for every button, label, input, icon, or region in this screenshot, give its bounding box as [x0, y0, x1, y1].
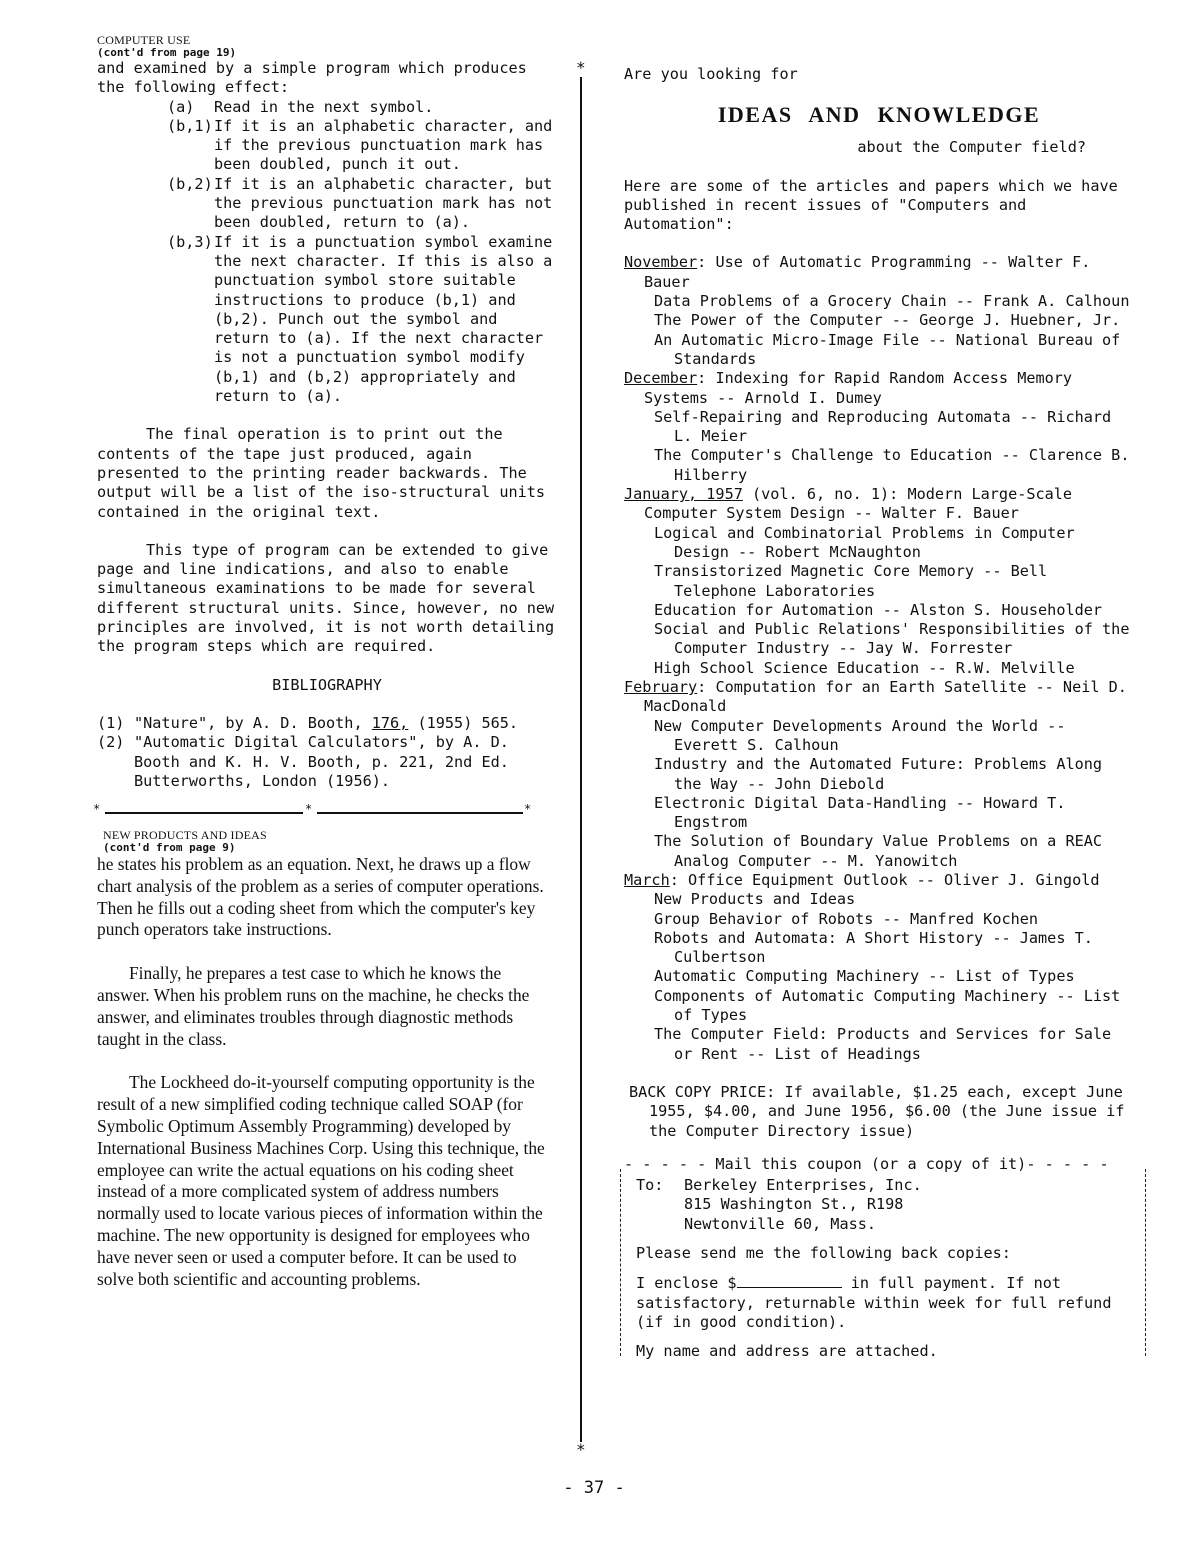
step-label: (b,3) — [167, 232, 213, 251]
coupon-name-line: My name and address are attached. — [636, 1342, 938, 1361]
step-text: If it is an alphabetic character, but the previous punctuation mark has not been doubled, return to (a). — [214, 174, 553, 232]
article-title: New Products and Ideas — [654, 890, 856, 909]
left-column — [93, 33, 557, 1290]
article-title: The Power of the Computer -- George J. Huebner, Jr. — [654, 311, 1121, 330]
enclose-label: I enclose $ — [636, 1274, 737, 1293]
article-title: Office Equipment Outlook -- Oliver J. Gingold — [688, 870, 1100, 889]
issue-suffix: (vol. 6, no. 1): — [742, 485, 899, 504]
page-number: - 37 - — [563, 1478, 625, 1498]
article-title: Modern Large-Scale Computer System Design -- Walter F. Bauer — [644, 485, 1073, 523]
issue-month: December — [624, 369, 698, 388]
steps-list — [167, 98, 557, 407]
bib-text: "Nature", by A. D. Booth, — [134, 713, 363, 732]
step-label: (b,1) — [167, 116, 213, 135]
address-line: 815 Washington St., R198 — [684, 1195, 904, 1214]
issue-month: February — [624, 678, 698, 697]
article-title: Automatic Computing Machinery -- List of Types — [654, 967, 1075, 986]
article-title: Logical and Combinatorial Problems in Computer Design -- Robert McNaughton — [654, 523, 1075, 561]
issue-month: November — [624, 253, 698, 272]
article-title: Industry and the Automated Future: Problems Along the Way -- John Diebold — [654, 755, 1103, 793]
bib-text: (1955) 565. — [417, 713, 519, 732]
article-title: Transistorized Magnetic Core Memory -- Bell Telephone Laboratories — [654, 562, 1048, 600]
section-divider — [93, 802, 557, 819]
coupon-header: - - - - - Mail this coupon (or a copy of it)- - - - - — [624, 1154, 1109, 1173]
paragraph: The final operation is to print out the contents of the tape just produced, again presented to the printing reader backwards. The output will be a list of the iso-structural units contained in the original text. — [97, 425, 546, 521]
coupon-border-left — [620, 1169, 621, 1356]
list-item — [167, 175, 557, 233]
paragraph: The Lockheed do-it-yourself computing opportunity is the result of a new simplified coding technique called SOAP (for Symbolic Optimum Assembly Programming) developed by International Business Machines Corp. Using this technique, the employee can write the actual equations on his coding sheet instead of a more complicated system of address numbers normally used to locate various pieces of information within the machine. The new opportunity is designed for employees who have never seen or used a computer before. It can be used to solve both scientific and accounting problems. — [97, 1072, 545, 1289]
issue-entry — [624, 871, 1134, 890]
divider-line — [105, 812, 303, 814]
paragraph: This type of program can be extended to give page and line indications, and also to enable simultaneous examinations to be made for several different structural units. Since, however, no new principles are involved, it is not worth detailing the program steps which are required. — [97, 540, 555, 656]
issue-suffix: : — [697, 369, 707, 388]
coupon-border-right — [1145, 1169, 1146, 1356]
back-copy-price: BACK COPY PRICE: If available, $1.25 each, except June 1955, $4.00, and June 1956, $6.00 (the June issue if the Computer Directory issue) — [629, 1082, 1125, 1140]
issue-entry — [624, 369, 1134, 408]
issue-suffix: : — [697, 253, 707, 272]
article-title: The Computer Field: Products and Services for Sale or Rent -- List of Headings — [654, 1025, 1112, 1063]
continued-note: (cont'd from page 19) — [97, 46, 237, 59]
issue-suffix: : — [669, 870, 679, 889]
address-line: Berkeley Enterprises, Inc. — [684, 1176, 922, 1195]
section-kicker: COMPUTER USE — [97, 33, 191, 47]
coupon-request: Please send me the following back copies: — [636, 1244, 1011, 1263]
article-title: Data Problems of a Grocery Chain -- Frank A. Calhoun — [654, 292, 1130, 311]
article-title: Group Behavior of Robots -- Manfred Kochen — [654, 909, 1039, 928]
article-title: Computation for an Earth Satellite -- Neil D. MacDonald — [644, 678, 1127, 716]
article-title: Electronic Digital Data-Handling -- Howard T. Engstrom — [654, 793, 1066, 832]
list-item — [167, 98, 557, 117]
section-kicker: NEW PRODUCTS AND IDEAS — [103, 828, 267, 843]
star-icon: * — [576, 58, 586, 77]
article-title: The Computer's Challenge to Education -- Clarence B. Hilberry — [654, 446, 1130, 484]
issue-list — [624, 253, 1134, 1063]
step-label: (a) — [167, 97, 195, 116]
paragraph: Finally, he prepares a test case to which he knows the answer. When his problem runs on the machine, he checks the answer, and eliminates troubles through diagnostic methods taught in the class. — [97, 963, 530, 1049]
lead-text: Are you looking for — [624, 65, 798, 83]
subhead: about the Computer field? — [857, 138, 1086, 157]
bibliography-heading: BIBLIOGRAPHY — [272, 675, 382, 694]
paragraph: he states his problem as an equation. Next, he draws up a flow chart analysis of the problem as a series of computer operations. Then he fills out a coding sheet from which the computer's key punch operators take instructions. — [97, 854, 544, 940]
coupon-address — [636, 1176, 1120, 1234]
address-line: Newtonville 60, Mass. — [684, 1214, 877, 1233]
column-rule — [580, 77, 582, 1442]
coupon-payment — [636, 1273, 1120, 1332]
to-label: To: — [636, 1176, 664, 1195]
article-title: An Automatic Micro-Image File -- National Bureau of Standards — [654, 330, 1121, 368]
issue-month: January, 1957 — [624, 485, 743, 504]
intro-text: and examined by a simple program which produces the following effect: — [97, 59, 527, 97]
step-text: If it is a punctuation symbol examine the next character. If this is also a punctuation symbol store suitable instructions to produce (b,1) and (b,2). Punch out the symbol and return to (a). If the next character is not a punctuation symbol modify (b,1) and (b,2) appropriately and return to (a). — [214, 232, 553, 406]
list-item — [167, 117, 557, 175]
issue-entry — [624, 253, 1134, 292]
article-title: Social and Public Relations' Responsibilities of the Computer Industry -- Jay W. Forrester — [654, 620, 1130, 658]
bib-text: "Automatic Digital Calculators", by A. D. Booth and K. H. V. Booth, p. 221, 2nd Ed. Butterworths, London (1956). — [134, 733, 509, 790]
issue-suffix: : — [697, 678, 707, 697]
article-title: Robots and Automata: A Short History -- James T. Culbertson — [654, 928, 1093, 967]
step-label: (b,2) — [167, 174, 213, 193]
bibliography-entry — [97, 714, 557, 733]
bib-number: (1) — [97, 713, 125, 732]
bib-volume: 176, — [371, 713, 409, 732]
article-title: Components of Automatic Computing Machinery -- List of Types — [654, 986, 1121, 1025]
article-title: High School Science Education -- R.W. Melville — [654, 658, 1075, 677]
article-title: New Computer Developments Around the World -- Everett S. Calhoun — [654, 716, 1066, 754]
issue-month: March — [624, 870, 670, 889]
article-title: Education for Automation -- Alston S. Householder — [654, 600, 1103, 619]
right-column — [624, 65, 1134, 1362]
star-icon: * — [93, 802, 101, 817]
amount-field[interactable] — [737, 1273, 842, 1288]
issue-entry — [624, 678, 1134, 717]
intro-text: Here are some of the articles and papers which we have published in recent issues of "Computers and Automation": — [624, 176, 1118, 234]
article-title: Use of Automatic Programming -- Walter F. Bauer — [644, 253, 1091, 291]
star-icon: * — [576, 1440, 586, 1459]
article-title: Indexing for Rapid Random Access Memory Systems -- Arnold I. Dumey — [644, 369, 1073, 407]
step-text: If it is an alphabetic character, and if the previous punctuation mark has been doubled, punch it out. — [214, 116, 553, 174]
bibliography-entry — [97, 733, 557, 791]
bib-number: (2) — [97, 733, 125, 752]
continued-note: (cont'd from page 9) — [103, 841, 236, 855]
divider-line — [317, 812, 523, 814]
enclose-text: in full payment. If not satisfactory, returnable within week for full refund (if in good condition). — [636, 1274, 1112, 1331]
star-icon: * — [524, 802, 532, 817]
issue-entry — [624, 485, 1134, 524]
step-text: Read in the next symbol. — [214, 97, 434, 116]
order-coupon — [624, 1155, 1134, 1362]
star-icon: * — [305, 802, 313, 817]
article-title: The Solution of Boundary Value Problems on a REAC Analog Computer -- M. Yanowitch — [654, 832, 1103, 870]
headline: IDEAS AND KNOWLEDGE — [717, 102, 1041, 128]
article-title: Self-Repairing and Reproducing Automata -- Richard L. Meier — [654, 407, 1112, 446]
list-item — [167, 233, 557, 407]
